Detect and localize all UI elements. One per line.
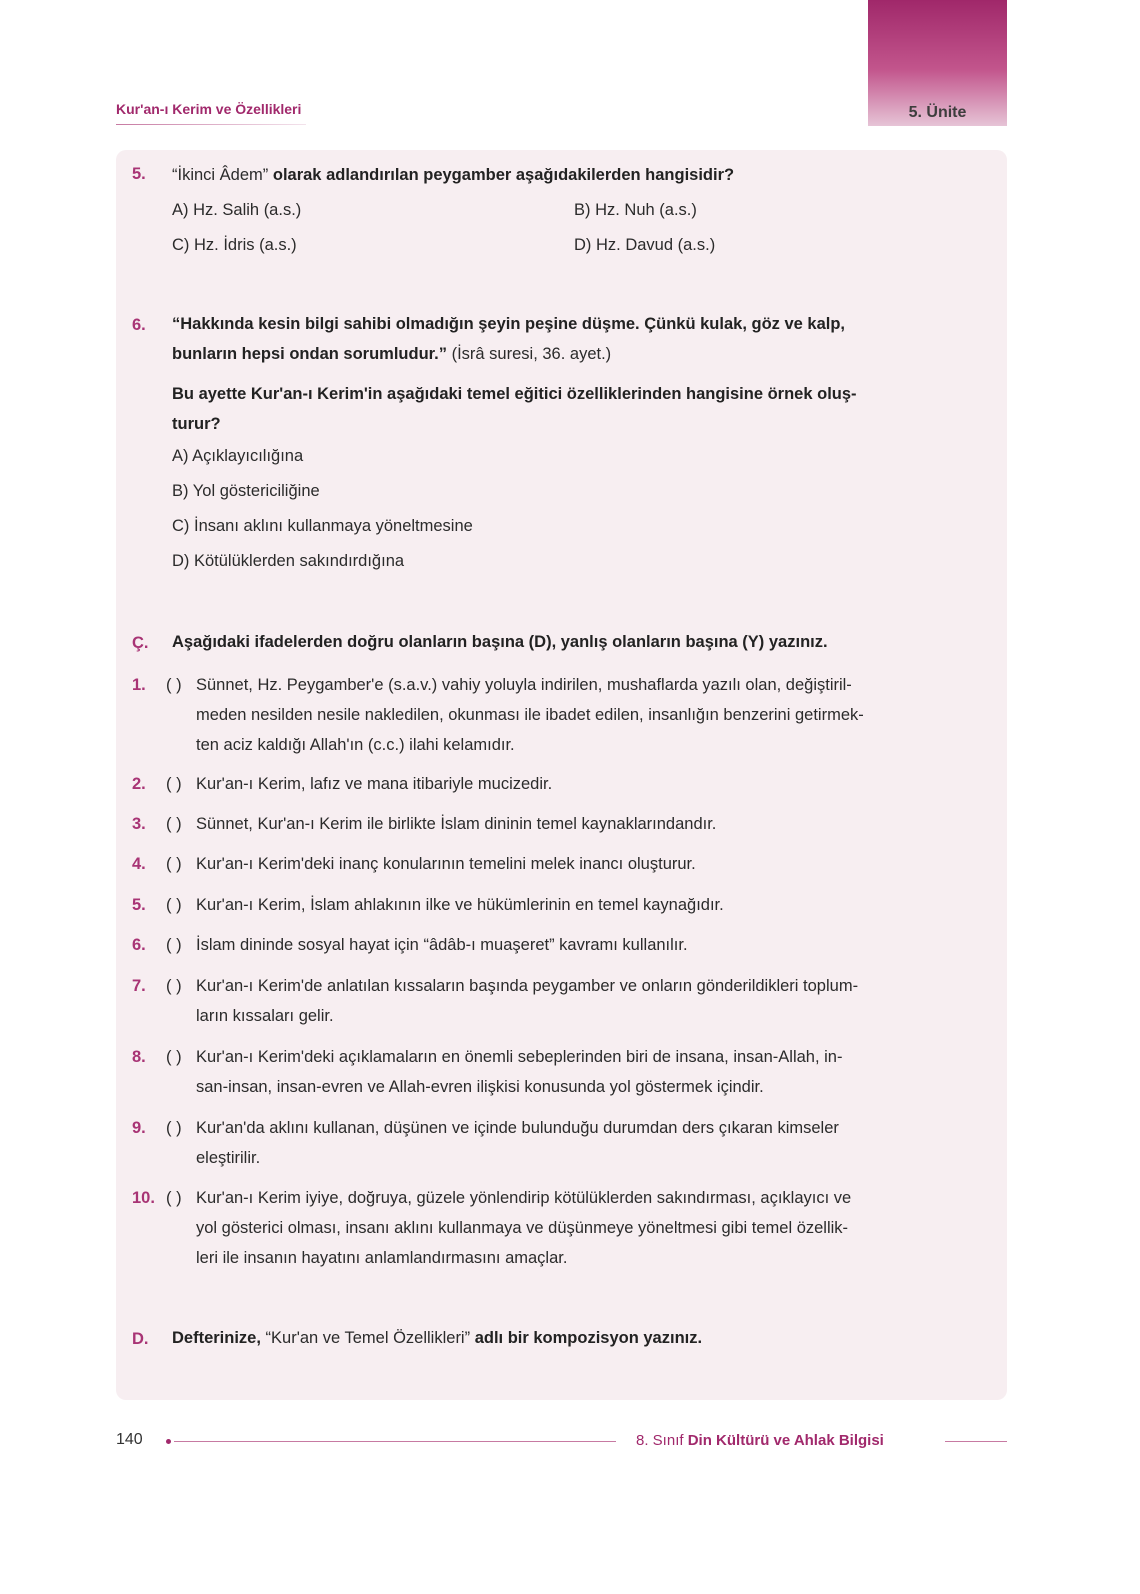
question-stem [172,160,734,190]
item-number: 10. [132,1189,155,1207]
item-line: yol gösterici olması, insanı aklını kullanmaya ve düşünmeye yöneltmesi gibi temel özellik- [196,1219,849,1237]
item-text [196,1042,990,1102]
question-line-1: Bu ayette Kur'an-ı Kerim'in aşağıdaki temel eğitici özelliklerinden hangisine örnek oluş- [172,385,857,403]
item-number: 6. [132,936,146,954]
option-c: C) Hz. İdris (a.s.) [172,236,297,254]
item-text [196,1183,990,1273]
option-b: B) Yol göstericiliğine [172,482,320,500]
option-d: D) Kötülüklerden sakındırdığına [172,552,405,570]
item-text [196,930,990,960]
item-line: Kur'an-ı Kerim'deki açıklamaların en önemli sebeplerinden biri de insana, insan-Allah, in- [196,1048,843,1066]
option-a: A) Açıklayıcılığına [172,447,304,465]
item-line: ların kıssaları gelir. [196,1007,334,1025]
footer-bullet [166,1439,171,1444]
item-line: eleştirilir. [196,1149,261,1167]
instruction-bold: Defterinize, [172,1329,261,1347]
item-number: 3. [132,815,146,833]
instruction-bold: adlı bir kompozisyon yazınız. [474,1329,703,1347]
answer-blank[interactable]: ( ) [166,896,182,914]
item-number: 9. [132,1119,146,1137]
item-number: 2. [132,775,146,793]
item-number: 5. [132,896,146,914]
item-number: 7. [132,977,146,995]
item-text [196,1113,990,1173]
item-text [196,670,990,760]
unit-label: 5. Ünite [908,104,967,121]
item-text [196,809,990,839]
item-number: 8. [132,1048,146,1066]
book-grade: 8. Sınıf [636,1432,688,1449]
item-line: Kur'an-ı Kerim'de anlatılan kıssaların başında peygamber ve onların gönderildikleri toplum- [196,977,859,995]
answer-blank[interactable]: ( ) [166,1119,182,1137]
footer-rule [945,1441,1007,1442]
footer-rule [174,1441,616,1442]
answer-blank[interactable]: ( ) [166,855,182,873]
item-text [196,971,990,1031]
item-number: 1. [132,676,146,694]
item-line: san-insan, insan-evren ve Allah-evren ilişkisi konusunda yol göstermek içindir. [196,1078,764,1096]
answer-blank[interactable]: ( ) [166,1048,182,1066]
answer-blank[interactable]: ( ) [166,775,182,793]
answer-blank[interactable]: ( ) [166,815,182,833]
chapter-title: Kur'an-ı Kerim ve Özellikleri [116,101,302,117]
item-line: Kur'an'da aklını kullanan, düşünen ve içinde bulunduğu durumdan ders çıkaran kimseler [196,1119,839,1137]
book-title [636,1432,884,1449]
verse-text: bunların hepsi ondan sorumludur.” [172,345,448,363]
option-a: A) Hz. Salih (a.s.) [172,201,302,219]
instruction-quote: “Kur'an ve Temel Özellikleri” [260,1329,475,1347]
question-quote: “İkinci Âdem” [172,166,269,184]
section-instruction: Aşağıdaki ifadelerden doğru olanların başına (D), yanlış olanların başına (Y) yazınız. [172,633,828,651]
section-letter: Ç. [132,634,149,652]
item-line: Sünnet, Hz. Peygamber'e (s.a.v.) vahiy yoluyla indirilen, mushaflarda yazılı olan, değiştiril- [196,676,852,694]
section-d-instruction [172,1323,990,1353]
answer-blank[interactable]: ( ) [166,1189,182,1207]
page-number: 140 [116,1431,143,1448]
unit-tab [868,0,1007,126]
question-number: 6. [132,316,146,334]
verse-line-2 [172,339,990,369]
answer-blank[interactable]: ( ) [166,977,182,995]
verse-line-1: “Hakkında kesin bilgi sahibi olmadığın şeyin peşine düşme. Çünkü kulak, göz ve kalp, [172,315,846,333]
item-text [196,849,990,879]
option-d: D) Hz. Davud (a.s.) [574,236,716,254]
option-b: B) Hz. Nuh (a.s.) [574,201,697,219]
question-number: 5. [132,165,146,183]
item-line: Kur'an-ı Kerim, İslam ahlakının ilke ve hükümlerinin en temel kaynağıdır. [196,896,724,914]
item-text [196,890,990,920]
option-c: C) İnsanı aklını kullanmaya yöneltmesine [172,517,473,535]
item-line: ten aciz kaldığı Allah'ın (c.c.) ilahi kelamıdır. [196,736,515,754]
question-line-2: turur? [172,415,221,433]
item-line: Kur'an-ı Kerim'deki inanç konularının temelini melek inancı oluşturur. [196,855,696,873]
item-line: meden nesilden nesile nakledilen, okunması ile ibadet edilen, insanlığın benzerini getirmek- [196,706,864,724]
book-subject: Din Kültürü ve Ahlak Bilgisi [687,1432,884,1449]
item-line: leri ile insanın hayatını anlamlandırmasını amaçlar. [196,1249,568,1267]
item-line: Kur'an-ı Kerim iyiye, doğruya, güzele yönlendirip kötülüklerden sakındırması, açıklayıcı ve [196,1189,852,1207]
item-line: Kur'an-ı Kerim, lafız ve mana itibariyle mucizedir. [196,775,553,793]
question-text: olarak adlandırılan peygamber aşağıdakilerden hangisidir? [268,166,735,184]
answer-blank[interactable]: ( ) [166,676,182,694]
item-line: İslam dininde sosyal hayat için “âdâb-ı muaşeret” kavramı kullanılır. [196,936,688,954]
section-letter: D. [132,1330,149,1348]
item-line: Sünnet, Kur'an-ı Kerim ile birlikte İslam dininin temel kaynaklarındandır. [196,815,717,833]
item-number: 4. [132,855,146,873]
answer-blank[interactable]: ( ) [166,936,182,954]
chapter-divider [116,124,306,125]
verse-reference: (İsrâ suresi, 36. ayet.) [447,345,612,363]
item-text [196,769,990,799]
